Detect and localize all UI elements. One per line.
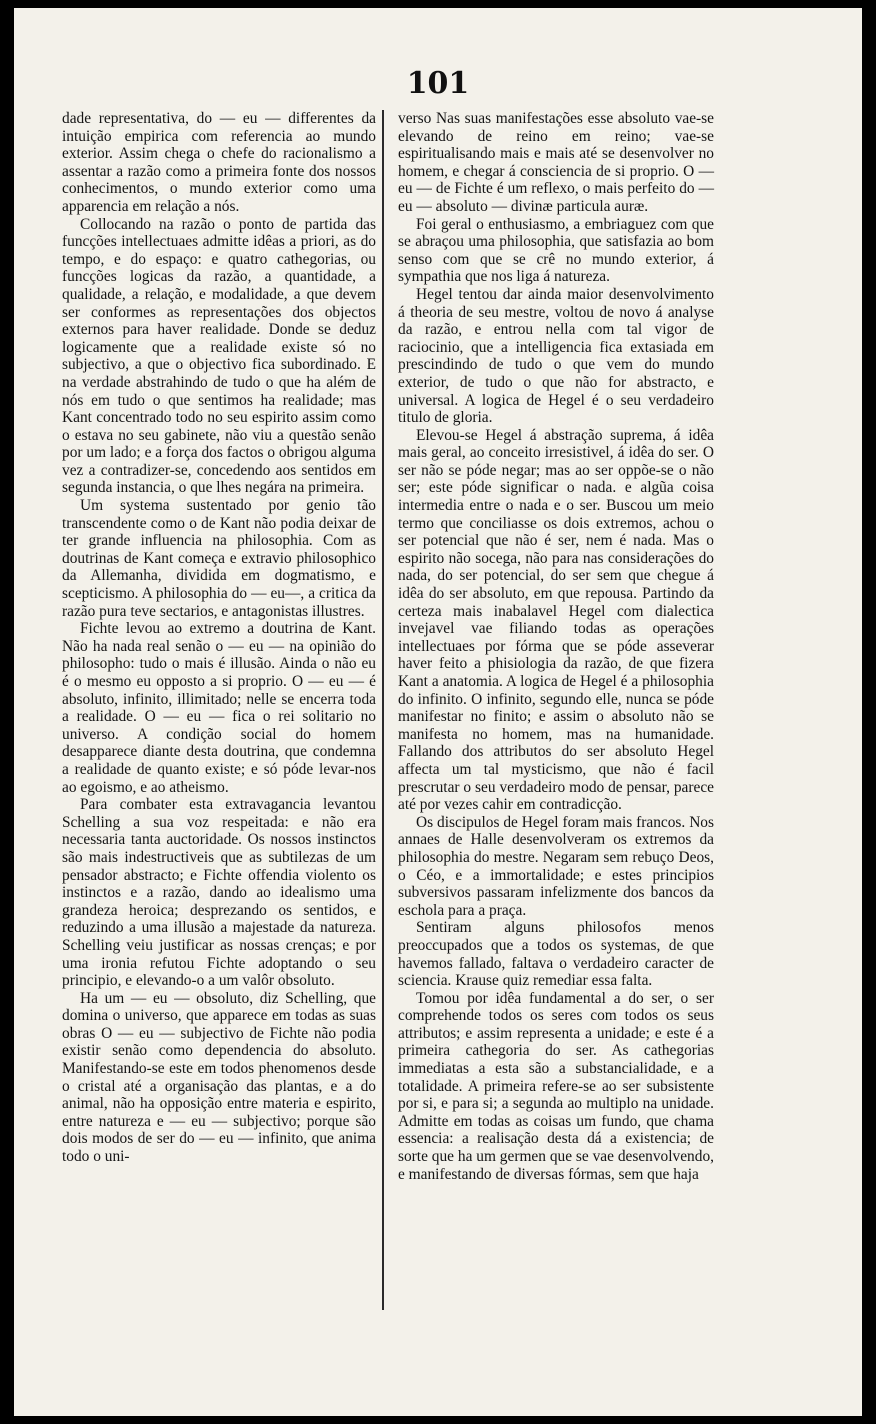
paragraph: verso Nas suas manifestações esse absoluto vae-se elevando de reino em reino; vae-se espiritualisando mais e mais até se desenvolver no homem, e chegar á consciencia de si proprio. O — eu — de Fichte é um reflexo, o mais perfeito do — eu — absoluto — divinæ particula auræ. xyxy=(398,110,714,215)
paragraph: Fichte levou ao extremo a doutrina de Kant. Não ha nada real senão o — eu — na opinião do philosopho: tudo o mais é illusão. Ainda o não eu é o mesmo eu opposto a si proprio. O — eu — é absoluto, infinito, illimitado; nelle se encerra toda a realidade. O — eu — fica o rei solitario no universo. A condição social do homem desapparece diante desta doutrina, que condemna a realidade de quanto existe; e só póde levar-nos ao egoismo, e ao atheismo. xyxy=(62,620,376,796)
page-number: 101 xyxy=(406,66,470,101)
right-column xyxy=(398,110,714,1183)
column-divider xyxy=(382,110,384,1310)
paragraph: Ha um — eu — obsoluto, diz Schelling, que domina o universo, que apparece em todas as suas obras O — eu — subjectivo de Fichte não podia existir senão como dependencia do absoluto. Manifestando-se este em todos phenomenos desde o cristal até a organisação das plantas, e a do animal, não ha opposição entre materia e espirito, entre natureza e — eu — subjectivo; porque são dois modos de ser do — eu — infinito, que anima todo o uni- xyxy=(62,989,376,1166)
paragraph: Collocando na razão o ponto de partida das funcções intellectuaes admitte idêas a priori, as do tempo, e do espaço: e quatro cathegorias, ou funcções logicas da razão, a quantidade, a qualidade, a relação, e modalidade, a que devem ser conformes as representações dos objectos externos para haver realidade. Donde se deduz logicamente que a realidade existe só no subjectivo, a que o objectivo fica subordinado. E na verdade abstrahindo de tudo o que ha além de nós em tudo o que sentimos ha realidade; mas Kant concentrado todo no seu espirito assim como o estava no seu gabinete, não viu a questão senão por um lado; e a força dos factos o obrigou alguma vez a contradizer-se, concedendo aos sentidos em segunda instancia, o que lhes negára na primeira. xyxy=(62,215,376,497)
paragraph: Foi geral o enthusiasmo, a embriaguez com que se abraçou uma philosophia, que satisfazia ao bom senso com que se crê no mundo exterior, á sympathia que nos liga á natureza. xyxy=(398,215,714,286)
paragraph: Sentiram alguns philosofos menos preoccupados que a todos os systemas, de que havemos fallado, faltava o verdadeiro caracter de sciencia. Krause quiz remediar essa falta. xyxy=(398,919,714,990)
paragraph: Tomou por idêa fundamental a do ser, o ser comprehende todos os seres com todos os seus attributos; e assim representa a unidade; e este é a primeira cathegoria do ser. As cathegorias immediatas a esta são a substancialidade, e a totalidade. A primeira refere-se ao ser subsistente por si, e para si; a segunda ao multiplo na unidade. Admitte em todas as coisas um fundo, que chama essencia: a realisação desta dá a existencia; de sorte que ha um germen que se vae desenvolvendo, e manifestando de diversas fórmas, sem que haja xyxy=(398,989,714,1183)
paragraph: Hegel tentou dar ainda maior desenvolvimento á theoria de seu mestre, voltou de novo á analyse da razão, e entrou nella com tal vigor de raciocinio, que a intelligencia fica extasiada em prescindindo de tudo o que vem do mundo exterior, de tudo o que não for abstracto, e universal. A logica de Hegel é o seu verdadeiro titulo de gloria. xyxy=(398,285,714,427)
paragraph: Elevou-se Hegel á abstração suprema, á idêa mais geral, ao conceito irresistivel, á idêa do ser. O ser não se póde negar; mas ao ser oppõe-se o não ser; este póde significar o nada. e algũa coisa intermedia entre o nada e o ser. Buscou um meio termo que conciliasse os dois extremos, achou o ser potencial que não é ser, nem é nada. Mas o espirito não socega, não para nas considerações do nada, do ser potencial, do ser sem que chegue á idêa do ser absoluto, em que repousa. Partindo da certeza mais inabalavel Hegel com dialectica invejavel vae filiando todas as operações intellectuaes por fórma que se póde asseverar haver feito a phisiologia da razão, de que fizera Kant a anatomia. A logica de Hegel é a philosophia do infinito. O infinito, segundo elle, nunca se póde manifestar no finito; e assim o absoluto não se manifesta no homem, mas na humanidade. Fallando dos attributos do ser absoluto Hegel affecta um tal mysticismo, que não é facil prescrutar o seu verdadeiro modo de pensar, parece até por vezes cahir em contradicção. xyxy=(398,426,714,814)
paragraph: Um systema sustentado por genio tão transcendente como o de Kant não podia deixar de ter grande influencia na philosophia. Com as doutrinas de Kant começa e extravio philosophico da Allemanha, dividida em dogmatismo, e scepticismo. A philosophia do — eu—, a critica da razão pura teve sectarios, e antagonistas illustres. xyxy=(62,497,376,620)
book-page xyxy=(14,8,862,1416)
paragraph: Para combater esta extravagancia levantou Schelling a sua voz respeitada: e não era necessaria tanta auctoridade. Os nossos instinctos são mais indestructiveis que as subtilezas de um pensador abstracto; e Fichte offendia violento os instinctos e a razão, dando ao idealismo uma grandeza heroica; desprezando os sentidos, e reduzindo a uma illusão a majestade da natureza. Schelling veiu justificar as nossas crenças; e por uma ironia refutou Fichte adoptando o seu principio, e elevando-o a um valôr obsoluto. xyxy=(62,796,376,990)
paragraph: Os discipulos de Hegel foram mais francos. Nos annaes de Halle desenvolveram os extremos da philosophia do mestre. Negaram sem rebuço Deos, o Céo, e a immortalidade; e estes principios subversivos passaram infelizmente dos bancos da escholа para a praça. xyxy=(398,813,714,919)
paragraph: dade representativa, do — eu — differentes da intuição empirica com referencia ao mundo exterior. Assim chega o chefe do racionalismo a assentar a razão como a primeira fonte dos nossos conhecimentos, o mundo exterior como uma apparencia em relação a nós. xyxy=(62,110,376,215)
left-column xyxy=(62,110,376,1166)
